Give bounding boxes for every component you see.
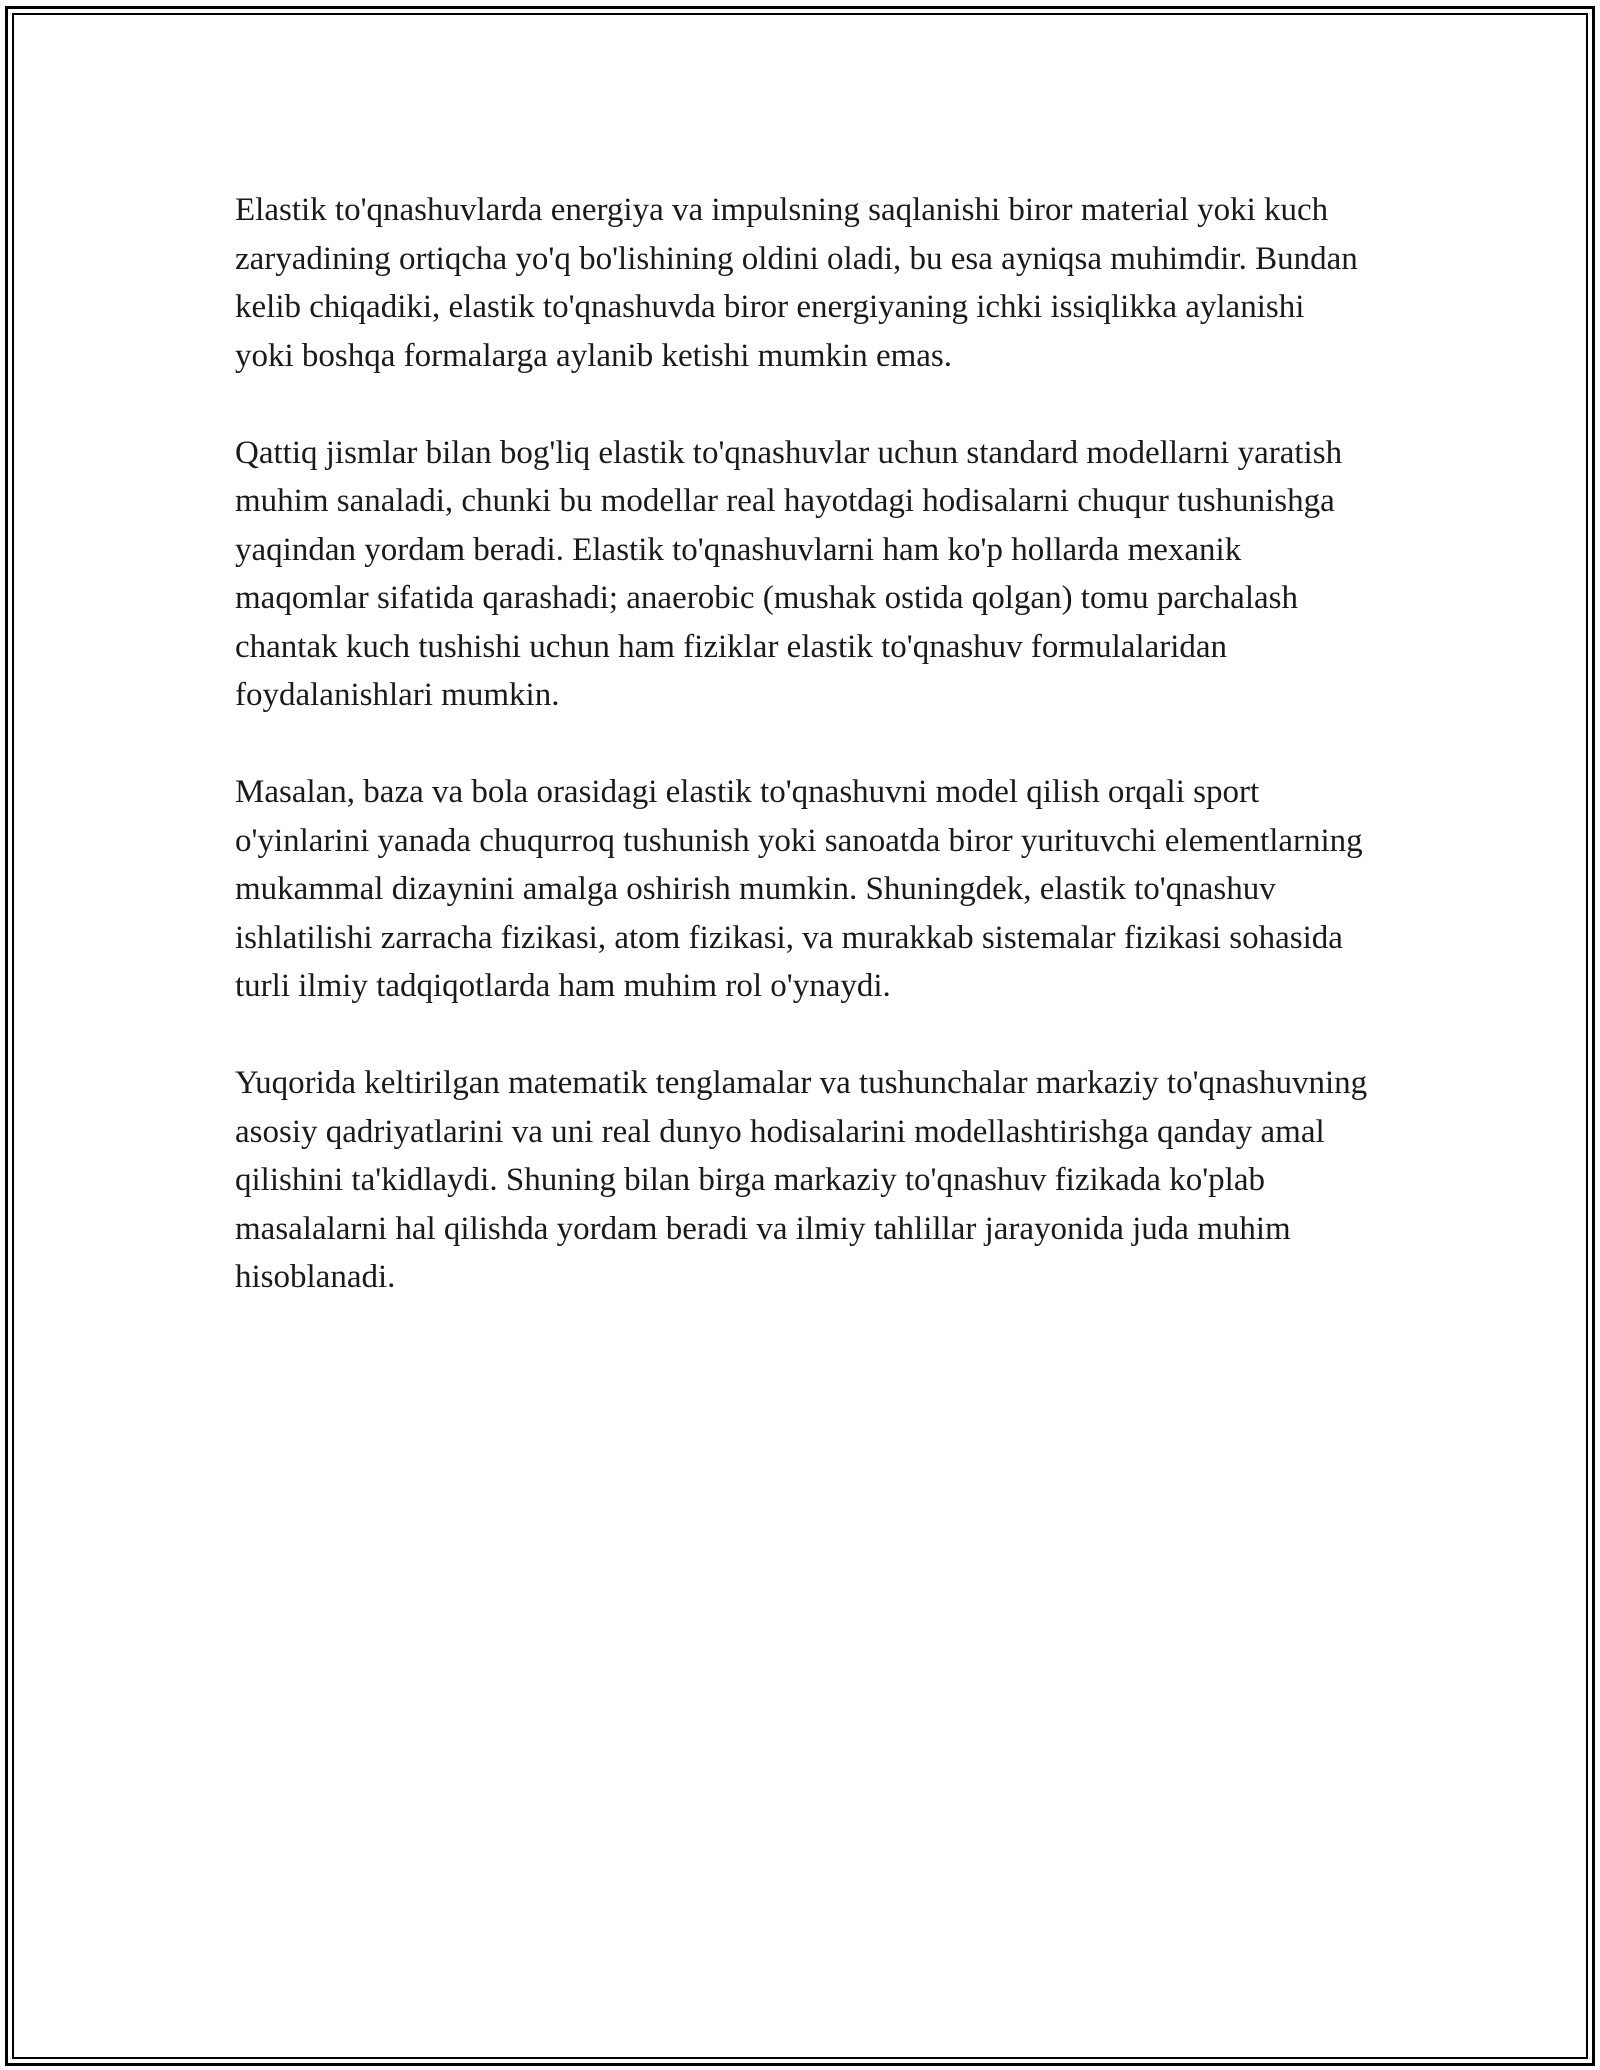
paragraph-3: Masalan, baza va bola orasidagi elastik to'qnashuvni model qilish orqali sport o'yinlarini yanada chuqurroq tushunish yoki sanoatda biror yurituvchi elementlarning mukammal dizaynini amalga oshirish mumkin. Shuningdek, elastik to'qnashuv ishlatilishi zarracha fizikasi, atom fizikasi, va murakkab sistemalar fizikasi sohasida turli ilmiy tadqiqotlarda ham muhim rol o'ynaydi. (235, 774, 1363, 1004)
document-body (235, 186, 1371, 1302)
paragraph-1: Elastik to'qnashuvlarda energiya va impulsning saqlanishi biror material yoki kuch zaryadining ortiqcha yo'q bo'lishining oldini oladi, bu esa ayniqsa muhimdir. Bundan kelib chiqadiki, elastik to'qnashuvda biror energiyaning ichki issiqlikka aylanishi yoki boshqa formalarga aylanib ketishi mumkin emas. (235, 192, 1358, 374)
paragraph-4: Yuqorida keltirilgan matematik tenglamalar va tushunchalar markaziy to'qnashuvning asosiy qadriyatlarini va uni real dunyo hodisalarini modellashtirishga qanday amal qilishini ta'kidlaydi. Shuning bilan birga markaziy to'qnashuv fizikada ko'plab masalalarni hal qilishda yordam beradi va ilmiy tahlillar jarayonida juda muhim hisoblanadi. (235, 1065, 1368, 1295)
paragraph-2: Qattiq jismlar bilan bog'liq elastik to'qnashuvlar uchun standard modellarni yaratish muhim sanaladi, chunki bu modellar real hayotdagi hodisalarni chuqur tushunishga yaqindan yordam beradi. Elastik to'qnashuvlarni ham ko'p hollarda mexanik maqomlar sifatida qarashadi; anaerobic (mushak ostida qolgan) tomu parchalash chantak kuch tushishi uchun ham fiziklar elastik to'qnashuv formulalaridan foydalanishlari mumkin. (235, 434, 1343, 713)
